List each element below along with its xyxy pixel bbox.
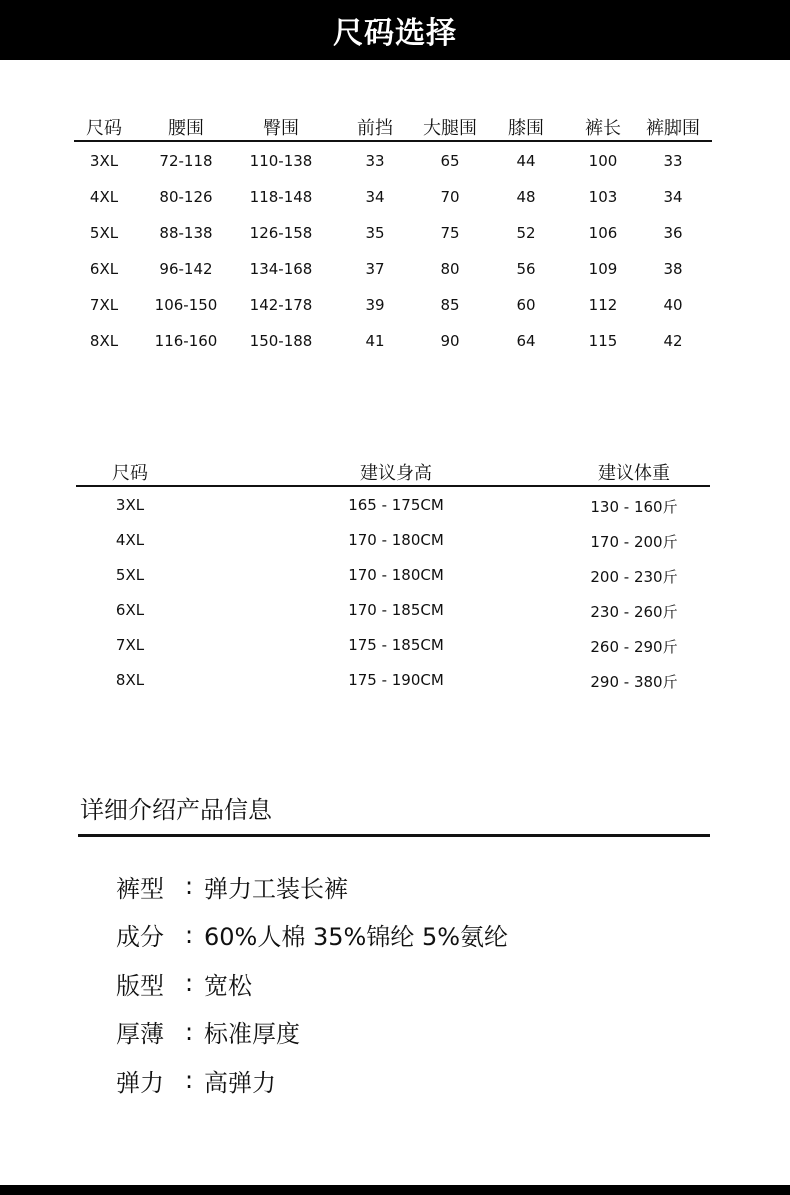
table-cell: 65 bbox=[440, 152, 460, 170]
table-cell: 200 - 230斤 bbox=[590, 568, 678, 586]
table-cell: 142-178 bbox=[249, 296, 313, 314]
table-cell: 165 - 175CM bbox=[348, 496, 444, 514]
info-item bbox=[116, 911, 508, 960]
table-cell: 7XL bbox=[115, 636, 145, 654]
table-cell: 126-158 bbox=[249, 224, 313, 242]
column-header: 尺码 bbox=[86, 118, 122, 139]
table-cell: 106 bbox=[588, 224, 618, 242]
info-label: 版型 bbox=[116, 971, 164, 1000]
info-item bbox=[116, 1008, 508, 1057]
table-cell: 170 - 200斤 bbox=[590, 533, 678, 551]
info-colon: : bbox=[184, 920, 194, 949]
table-cell: 103 bbox=[588, 188, 618, 206]
table-cell: 48 bbox=[516, 188, 536, 206]
table-cell: 80 bbox=[440, 260, 460, 278]
table-row bbox=[76, 522, 710, 557]
info-item bbox=[116, 862, 508, 911]
table-cell: 52 bbox=[516, 224, 536, 242]
table-cell: 36 bbox=[663, 224, 683, 242]
fit-table bbox=[76, 455, 710, 697]
table-row bbox=[74, 322, 712, 358]
table-row bbox=[76, 487, 710, 522]
info-colon: : bbox=[184, 1017, 194, 1046]
table-cell: 37 bbox=[365, 260, 385, 278]
table-cell: 8XL bbox=[115, 671, 145, 689]
info-colon: : bbox=[184, 1066, 194, 1095]
table-cell: 41 bbox=[365, 332, 385, 350]
table-row bbox=[74, 286, 712, 322]
table-cell: 112 bbox=[588, 296, 618, 314]
info-value: 60%人棉 35%锦纶 5%氨纶 bbox=[204, 923, 509, 952]
table-cell: 33 bbox=[365, 152, 385, 170]
column-header: 膝围 bbox=[508, 118, 544, 139]
column-header: 尺码 bbox=[112, 463, 148, 484]
table-cell: 110-138 bbox=[249, 152, 313, 170]
table-cell: 38 bbox=[663, 260, 683, 278]
product-info-list bbox=[116, 862, 508, 1105]
table-row bbox=[74, 178, 712, 214]
table-cell: 6XL bbox=[89, 260, 119, 278]
table-cell: 7XL bbox=[89, 296, 119, 314]
table-cell: 96-142 bbox=[159, 260, 213, 278]
table-cell: 35 bbox=[365, 224, 385, 242]
column-header: 建议身高 bbox=[360, 463, 432, 484]
column-header: 裤长 bbox=[585, 118, 621, 139]
fit-table-header bbox=[76, 455, 710, 487]
table-row bbox=[76, 557, 710, 592]
size-table bbox=[74, 110, 712, 358]
column-header: 臀围 bbox=[263, 118, 299, 139]
table-cell: 130 - 160斤 bbox=[590, 498, 678, 516]
table-row bbox=[74, 142, 712, 178]
footer-bar bbox=[0, 1185, 790, 1195]
table-cell: 60 bbox=[516, 296, 536, 314]
table-cell: 39 bbox=[365, 296, 385, 314]
table-cell: 4XL bbox=[89, 188, 119, 206]
info-label: 厚薄 bbox=[116, 1020, 164, 1049]
table-cell: 116-160 bbox=[154, 332, 218, 350]
info-colon: : bbox=[184, 969, 194, 998]
table-row bbox=[76, 592, 710, 627]
table-cell: 90 bbox=[440, 332, 460, 350]
table-cell: 170 - 180CM bbox=[348, 531, 444, 549]
info-value: 弹力工装长裤 bbox=[204, 874, 348, 903]
table-cell: 85 bbox=[440, 296, 460, 314]
info-colon: : bbox=[184, 872, 194, 901]
info-label: 成分 bbox=[116, 923, 164, 952]
column-header: 腰围 bbox=[168, 118, 204, 139]
table-cell: 70 bbox=[440, 188, 460, 206]
table-row bbox=[76, 662, 710, 697]
table-cell: 230 - 260斤 bbox=[590, 603, 678, 621]
column-header: 裤脚围 bbox=[646, 118, 700, 139]
table-cell: 106-150 bbox=[154, 296, 218, 314]
table-cell: 42 bbox=[663, 332, 683, 350]
size-table-header bbox=[74, 110, 712, 142]
table-cell: 34 bbox=[663, 188, 683, 206]
table-cell: 80-126 bbox=[159, 188, 213, 206]
table-cell: 33 bbox=[663, 152, 683, 170]
size-table-body bbox=[74, 142, 712, 358]
table-cell: 290 - 380斤 bbox=[590, 673, 678, 691]
table-row bbox=[74, 250, 712, 286]
table-cell: 175 - 190CM bbox=[348, 671, 444, 689]
table-cell: 56 bbox=[516, 260, 536, 278]
table-cell: 72-118 bbox=[159, 152, 213, 170]
table-cell: 75 bbox=[440, 224, 460, 242]
divider bbox=[78, 834, 710, 837]
table-cell: 134-168 bbox=[249, 260, 313, 278]
table-cell: 3XL bbox=[89, 152, 119, 170]
table-cell: 5XL bbox=[115, 566, 145, 584]
page-title: 尺码选择 bbox=[333, 16, 457, 51]
table-cell: 109 bbox=[588, 260, 618, 278]
table-cell: 5XL bbox=[89, 224, 119, 242]
table-cell: 6XL bbox=[115, 601, 145, 619]
table-cell: 64 bbox=[516, 332, 536, 350]
table-row bbox=[74, 214, 712, 250]
table-cell: 100 bbox=[588, 152, 618, 170]
table-cell: 8XL bbox=[89, 332, 119, 350]
table-cell: 88-138 bbox=[159, 224, 213, 242]
table-cell: 4XL bbox=[115, 531, 145, 549]
table-cell: 170 - 180CM bbox=[348, 566, 444, 584]
table-cell: 44 bbox=[516, 152, 536, 170]
info-value: 标准厚度 bbox=[204, 1020, 300, 1049]
info-item bbox=[116, 1056, 508, 1105]
table-cell: 3XL bbox=[115, 496, 145, 514]
product-info-title: 详细介绍产品信息 bbox=[80, 796, 272, 824]
column-header: 建议体重 bbox=[598, 463, 670, 484]
info-value: 宽松 bbox=[204, 971, 252, 1000]
table-cell: 150-188 bbox=[249, 332, 313, 350]
info-label: 弹力 bbox=[116, 1068, 164, 1097]
table-cell: 175 - 185CM bbox=[348, 636, 444, 654]
table-row bbox=[76, 627, 710, 662]
fit-table-body bbox=[76, 487, 710, 697]
table-cell: 170 - 185CM bbox=[348, 601, 444, 619]
table-cell: 118-148 bbox=[249, 188, 313, 206]
column-header: 前挡 bbox=[357, 118, 393, 139]
page-header bbox=[0, 0, 790, 60]
table-cell: 260 - 290斤 bbox=[590, 638, 678, 656]
info-value: 高弹力 bbox=[204, 1068, 276, 1097]
info-item bbox=[116, 959, 508, 1008]
table-cell: 34 bbox=[365, 188, 385, 206]
table-cell: 40 bbox=[663, 296, 683, 314]
table-cell: 115 bbox=[588, 332, 618, 350]
info-label: 裤型 bbox=[116, 874, 164, 903]
column-header: 大腿围 bbox=[423, 118, 477, 139]
